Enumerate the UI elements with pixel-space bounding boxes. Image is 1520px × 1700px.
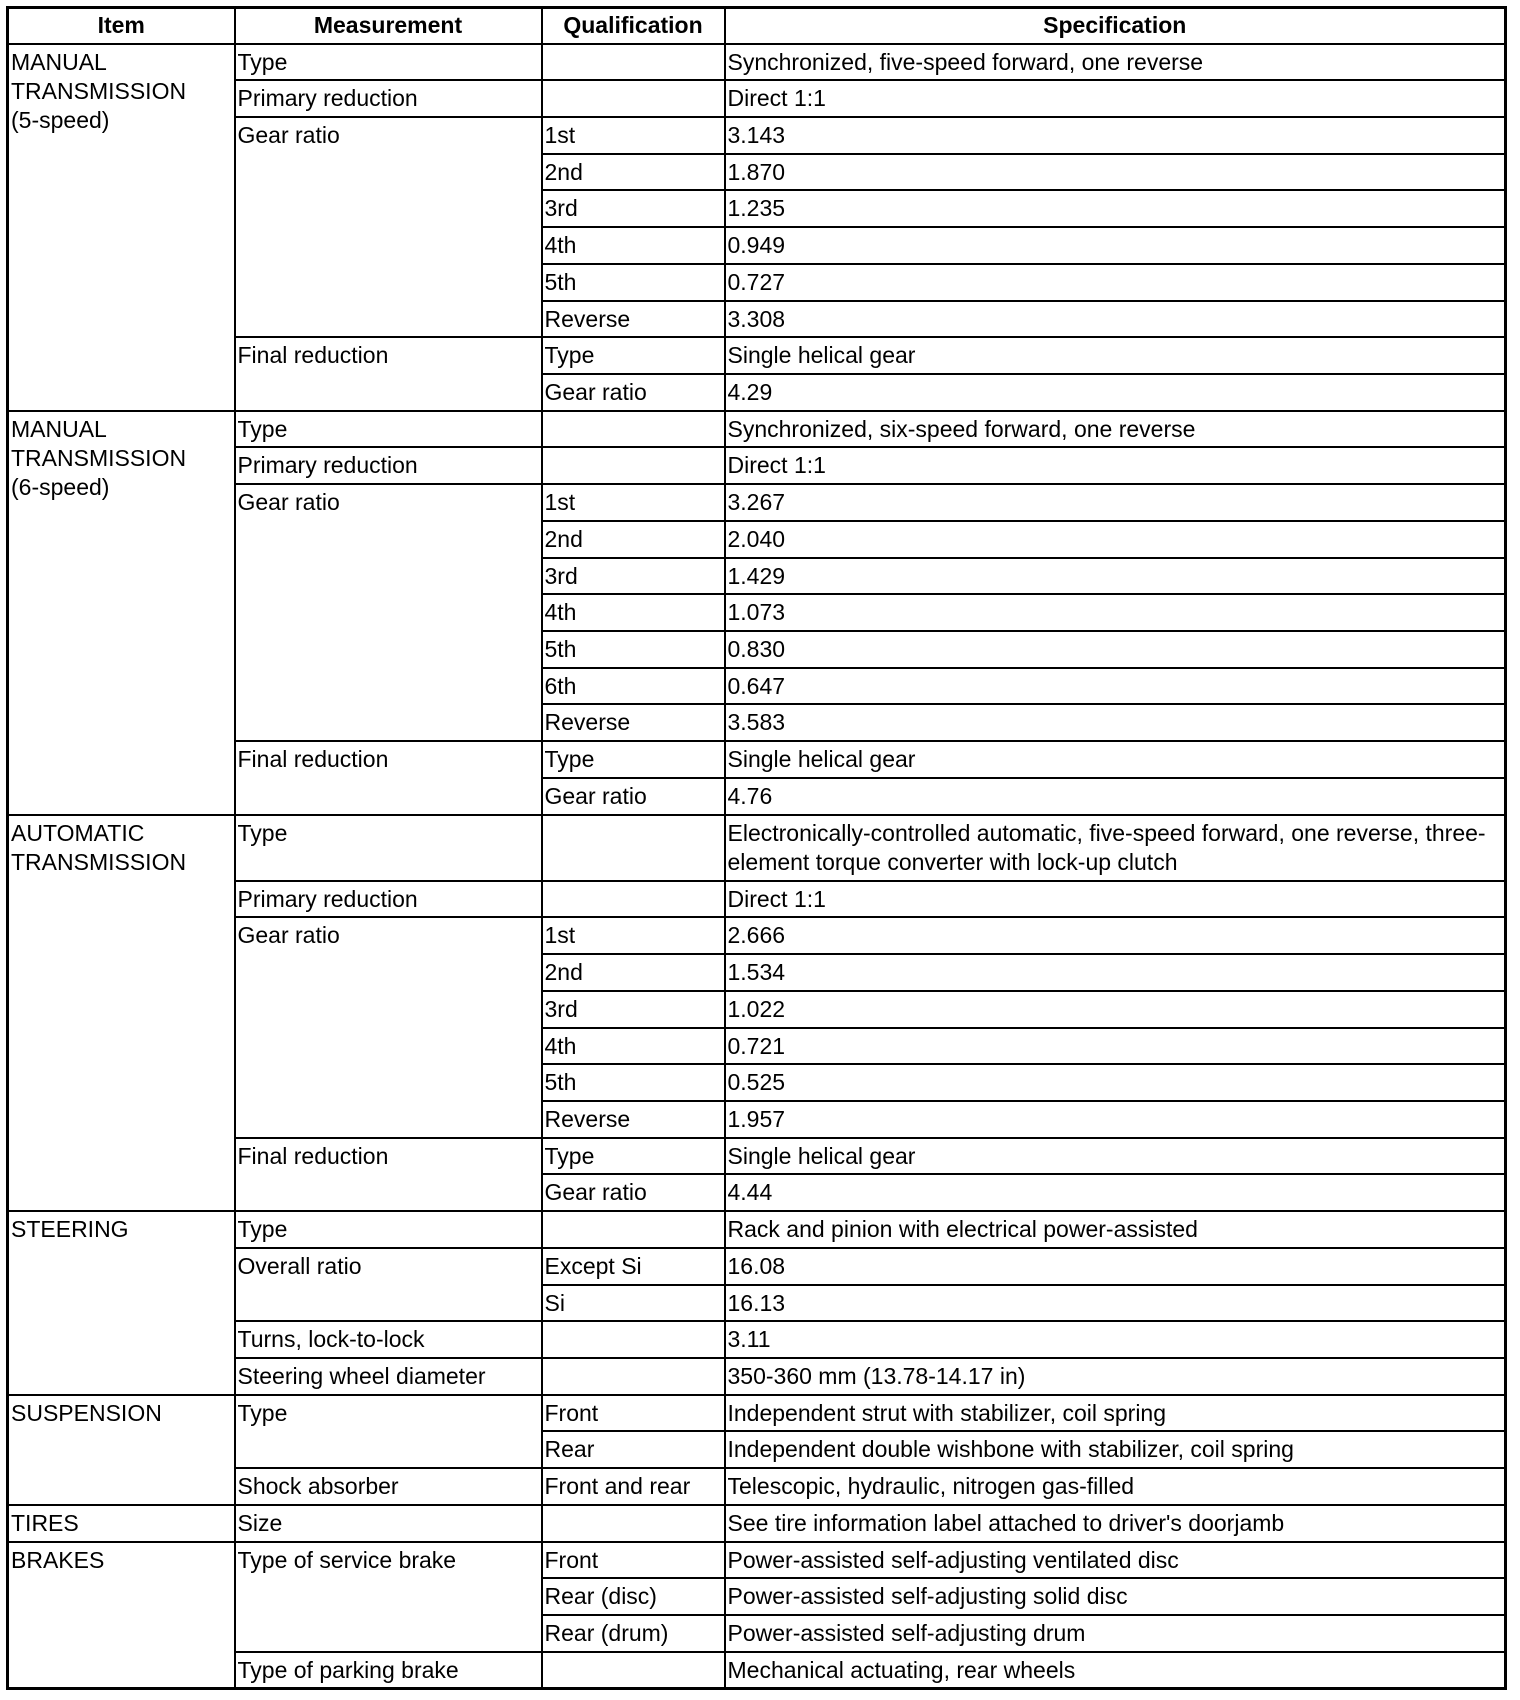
table-row [8,1542,1506,1579]
measurement-cell: Type [235,411,542,448]
measurement-cell: Size [235,1505,542,1542]
specification-cell: 3.11 [725,1321,1506,1358]
measurement-cell: Gear ratio [235,484,542,741]
qualification-cell [542,411,725,448]
qualification-cell: Gear ratio [542,778,725,815]
measurement-cell: Type [235,1395,542,1468]
qualification-cell: 4th [542,227,725,264]
specification-cell: Power-assisted self-adjusting drum [725,1615,1506,1652]
item-brakes: BRAKES [8,1542,235,1689]
specification-cell: 3.308 [725,301,1506,338]
measurement-cell: Shock absorber [235,1468,542,1505]
specification-cell: Synchronized, five-speed forward, one reverse [725,44,1506,81]
specification-cell: Power-assisted self-adjusting solid disc [725,1578,1506,1615]
qualification-cell [542,1358,725,1395]
specification-cell: 0.647 [725,668,1506,705]
header-row [8,8,1506,44]
qualification-cell [542,80,725,117]
specification-cell: 1.235 [725,190,1506,227]
qualification-cell: 3rd [542,558,725,595]
table-row [8,411,1506,448]
qualification-cell [542,1321,725,1358]
header-measurement: Measurement [235,8,542,44]
specification-cell: See tire information label attached to driver's doorjamb [725,1505,1506,1542]
specification-cell: Single helical gear [725,741,1506,778]
specification-cell: Independent strut with stabilizer, coil spring [725,1395,1506,1432]
specification-cell: 16.13 [725,1285,1506,1322]
header-specification: Specification [725,8,1506,44]
specification-cell: Power-assisted self-adjusting ventilated disc [725,1542,1506,1579]
specification-cell: Independent double wishbone with stabilizer, coil spring [725,1431,1506,1468]
specification-cell: Direct 1:1 [725,447,1506,484]
qualification-cell: Reverse [542,301,725,338]
specification-cell: Synchronized, six-speed forward, one reverse [725,411,1506,448]
qualification-cell: Type [542,337,725,374]
qualification-cell [542,44,725,81]
specification-cell: 1.534 [725,954,1506,991]
qualification-cell [542,1505,725,1542]
measurement-cell: Steering wheel diameter [235,1358,542,1395]
specification-cell: 1.957 [725,1101,1506,1138]
qualification-cell: 5th [542,631,725,668]
specification-cell: 2.666 [725,917,1506,954]
table-row [8,1211,1506,1248]
measurement-cell: Final reduction [235,741,542,814]
table-row [8,815,1506,881]
qualification-cell: Gear ratio [542,1174,725,1211]
specification-cell: 4.29 [725,374,1506,411]
qualification-cell: 5th [542,264,725,301]
measurement-cell: Type [235,815,542,881]
measurement-cell: Type of parking brake [235,1652,542,1689]
qualification-cell: 2nd [542,521,725,558]
measurement-cell: Final reduction [235,337,542,410]
measurement-cell: Primary reduction [235,881,542,918]
measurement-cell: Overall ratio [235,1248,542,1321]
qualification-cell: Rear (disc) [542,1578,725,1615]
qualification-cell [542,815,725,881]
specification-cell: Mechanical actuating, rear wheels [725,1652,1506,1689]
specification-cell: 0.830 [725,631,1506,668]
qualification-cell: 4th [542,1028,725,1065]
specification-cell: Single helical gear [725,337,1506,374]
qualification-cell: Gear ratio [542,374,725,411]
qualification-cell: Reverse [542,704,725,741]
specification-cell: 1.429 [725,558,1506,595]
specification-cell: Electronically-controlled automatic, five-speed forward, one reverse, three-element torque converter with lock-up clutch [725,815,1506,881]
qualification-cell: 3rd [542,190,725,227]
item-automatic: AUTOMATIC TRANSMISSION [8,815,235,1212]
table-row [8,1395,1506,1432]
qualification-cell: Rear [542,1431,725,1468]
specification-cell: 0.525 [725,1064,1506,1101]
qualification-cell: Front [542,1542,725,1579]
measurement-cell: Turns, lock-to-lock [235,1321,542,1358]
table-row [8,44,1506,81]
measurement-cell: Gear ratio [235,117,542,337]
specification-cell: 4.76 [725,778,1506,815]
qualification-cell: 1st [542,917,725,954]
qualification-cell: Front and rear [542,1468,725,1505]
specification-cell: 350-360 mm (13.78-14.17 in) [725,1358,1506,1395]
specification-cell: Rack and pinion with electrical power-assisted [725,1211,1506,1248]
qualification-cell [542,447,725,484]
item-tires: TIRES [8,1505,235,1542]
specifications-table [6,6,1507,1690]
qualification-cell: 4th [542,594,725,631]
item-suspension: SUSPENSION [8,1395,235,1505]
specification-cell: 3.583 [725,704,1506,741]
qualification-cell [542,1652,725,1689]
qualification-cell: Type [542,741,725,778]
qualification-cell: 1st [542,117,725,154]
specification-cell: 0.727 [725,264,1506,301]
measurement-cell: Type [235,44,542,81]
qualification-cell: 1st [542,484,725,521]
qualification-cell: 2nd [542,954,725,991]
specification-cell: 0.721 [725,1028,1506,1065]
specification-cell: 1.073 [725,594,1506,631]
measurement-cell: Gear ratio [235,917,542,1137]
specification-cell: Direct 1:1 [725,881,1506,918]
specification-cell: 1.022 [725,991,1506,1028]
item-steering: STEERING [8,1211,235,1395]
specification-cell: Direct 1:1 [725,80,1506,117]
specification-cell: 16.08 [725,1248,1506,1285]
measurement-cell: Final reduction [235,1138,542,1211]
specification-cell: 3.143 [725,117,1506,154]
item-manual-6speed: MANUAL TRANSMISSION (6-speed) [8,411,235,815]
qualification-cell [542,1211,725,1248]
qualification-cell: 3rd [542,991,725,1028]
measurement-cell: Type of service brake [235,1542,542,1652]
qualification-cell: Rear (drum) [542,1615,725,1652]
qualification-cell: 5th [542,1064,725,1101]
table-row [8,1505,1506,1542]
qualification-cell: Front [542,1395,725,1432]
specification-cell: Telescopic, hydraulic, nitrogen gas-filled [725,1468,1506,1505]
qualification-cell: 6th [542,668,725,705]
specification-cell: 2.040 [725,521,1506,558]
qualification-cell: Except Si [542,1248,725,1285]
specification-cell: 0.949 [725,227,1506,264]
qualification-cell [542,881,725,918]
qualification-cell: 2nd [542,154,725,191]
item-manual-5speed: MANUAL TRANSMISSION (5-speed) [8,44,235,411]
header-qualification: Qualification [542,8,725,44]
specification-cell: Single helical gear [725,1138,1506,1175]
measurement-cell: Type [235,1211,542,1248]
measurement-cell: Primary reduction [235,80,542,117]
qualification-cell: Si [542,1285,725,1322]
measurement-cell: Primary reduction [235,447,542,484]
qualification-cell: Type [542,1138,725,1175]
specification-cell: 4.44 [725,1174,1506,1211]
specification-cell: 3.267 [725,484,1506,521]
header-item: Item [8,8,235,44]
qualification-cell: Reverse [542,1101,725,1138]
specification-cell: 1.870 [725,154,1506,191]
